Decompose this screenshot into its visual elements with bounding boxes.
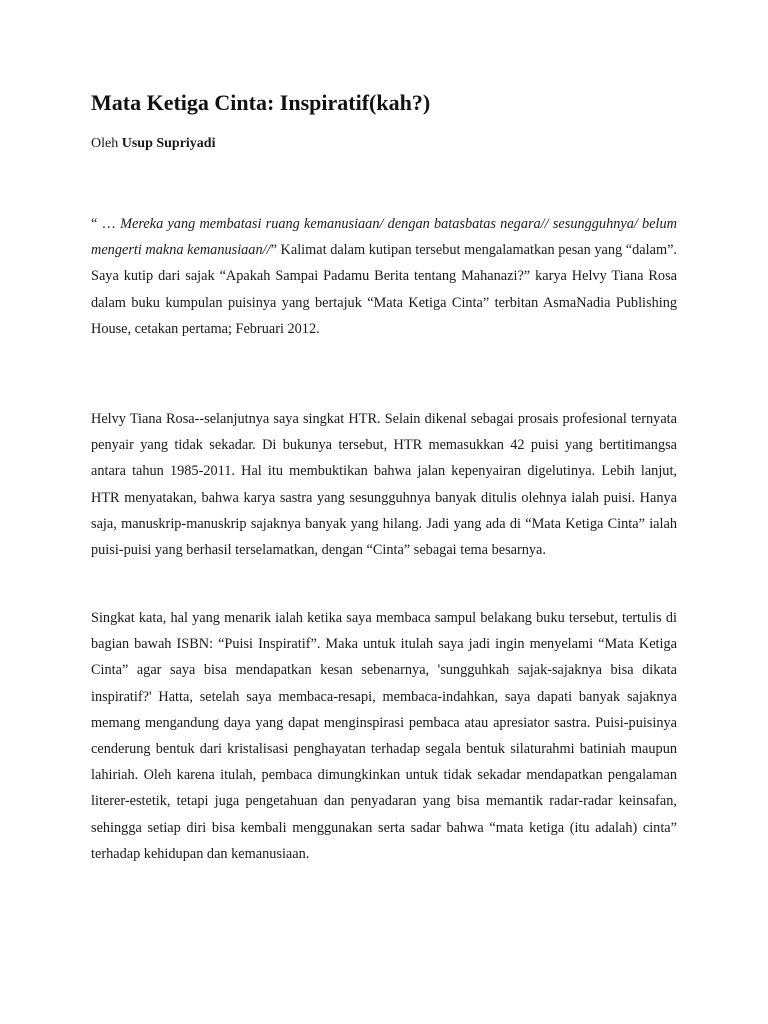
- paragraph-2: Helvy Tiana Rosa--selanjutnya saya singkat HTR. Selain dikenal sebagai prosais profesional ternyata penyair yang tidak sekadar. Di bukunya tersebut, HTR memasukkan 42 puisi yang bertitimangsa antara tahun 1985-2011. Hal itu membuktikan bahwa jalan kepenyairan digelutinya. Lebih lanjut, HTR menyatakan, bahwa karya sastra yang sesungguhnya banyak ditulis olehnya ialah puisi. Hanya saja, manuskrip-manuskrip sajaknya banyak yang hilang. Jadi yang ada di “Mata Ketiga Cinta” ialah puisi-puisi yang berhasil terselamatkan, dengan “Cinta” sebagai tema besarnya.: [91, 411, 677, 559]
- paragraph-1: [91, 211, 677, 342]
- paragraph-3: Singkat kata, hal yang menarik ialah ketika saya membaca sampul belakang buku tersebut, tertulis di bagian bawah ISBN: “Puisi Inspiratif”. Maka untuk itulah saya jadi ingin menyelami “Mata Ketiga Cinta” agar saya bisa mendapatkan kesan sebenarnya, 'sungguhkah sajak-sajaknya bisa dikata inspiratif?' Hatta, setelah saya membaca-resapi, membaca-indahkan, saya dapati banyak sajaknya memang mengandung daya yang dapat menginspirasi pembaca atau apresiator sastra. Puisi-puisinya cenderung bentuk dari kristalisasi penghayatan terhadap segala bentuk silaturahmi batiniah maupun lahiriah. Oleh karena itulah, pembaca dimungkinkan untuk tidak sekadar mendapatkan pengalaman literer-estetik, tetapi juga pengetahuan dan penyadaran yang bisa memantik radar-radar keinsafan, sehingga setiap diri bisa kembali menggunakan serta sadar bahwa “mata ketiga (itu adalah) cinta” terhadap kehidupan dan kemanusiaan.: [91, 610, 677, 862]
- article-title: Mata Ketiga Cinta: Inspiratif(kah?): [91, 90, 431, 115]
- poem-quote: Mereka yang membatasi ruang kemanusiaan/ dengan batasbatas negara// sesungguhnya/ belum mengerti makna kemanusiaan//: [91, 216, 678, 259]
- byline-prefix: Oleh: [91, 136, 119, 151]
- author-name: Usup Supriyadi: [121, 136, 216, 151]
- paragraph-1-text: ” Kalimat dalam kutipan tersebut mengalamatkan pesan yang “dalam”. Saya kutip dari sajak “Apakah Sampai Padamu Berita tentang Mahanazi?” karya Helvy Tiana Rosa dalam buku kumpulan puisinya yang bertajuk “Mata Ketiga Cinta” terbitan AsmaNadia Publishing House, cetakan pertama; Februari 2012.: [91, 242, 677, 337]
- byline: [91, 134, 216, 154]
- opening-quote-mark: “ …: [91, 216, 121, 232]
